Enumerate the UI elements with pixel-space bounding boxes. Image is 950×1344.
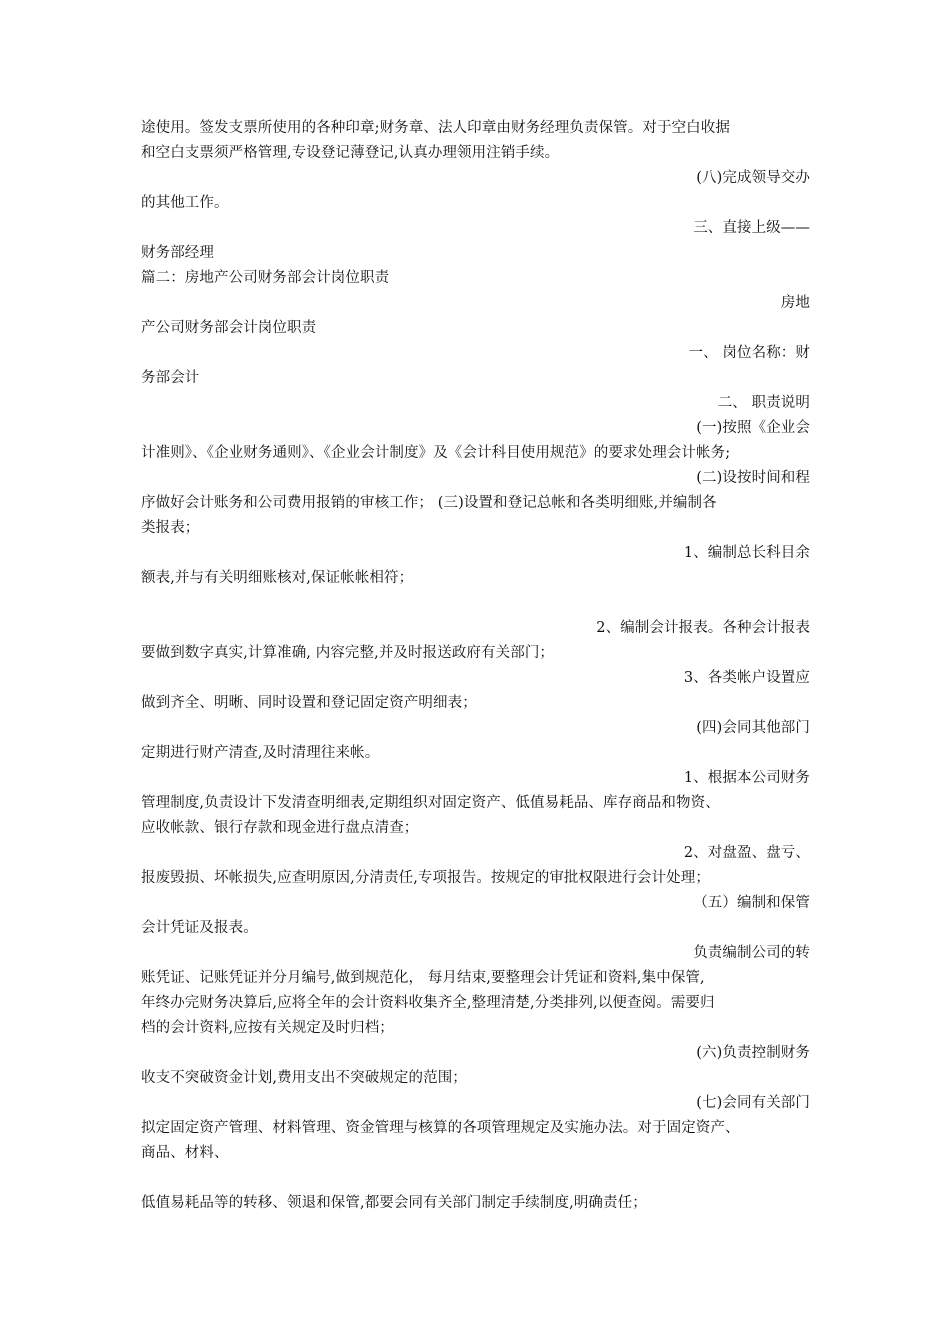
section-heading: (四)会同其他部门	[696, 720, 810, 736]
list-item: 3、各类帐户设置应	[683, 670, 810, 686]
body-text-line: 账凭证、记账凭证并分月编号,做到规范化， 每月结束,要整理会计凭证和资料,集中保管,	[141, 970, 705, 986]
section-heading: 一、 岗位名称：财	[688, 345, 810, 361]
section-heading: (六)负责控制财务	[696, 1045, 810, 1061]
section-heading: (八)完成领导交办	[696, 170, 810, 186]
body-text-line: 会计凭证及报表。	[141, 920, 258, 936]
body-text-line: 应收帐款、银行存款和现金进行盘点清查；	[141, 820, 419, 836]
section-heading: (七)会同有关部门	[696, 1095, 810, 1111]
body-text-line: 途使用。签发支票所使用的各种印章;财务章、法人印章由财务经理负责保管。对于空白收据	[141, 120, 730, 136]
body-text-line: 负责编制公司的转	[693, 945, 810, 961]
body-text-line: 拟定固定资产管理、材料管理、资金管理与核算的各项管理规定及实施办法。对于固定资产、	[141, 1120, 740, 1136]
body-text-line: 务部会计	[141, 370, 200, 386]
section-heading: 二、 职责说明	[717, 395, 810, 411]
body-text-line: 商品、材料、	[141, 1145, 229, 1161]
body-text-line: 额表,并与有关明细账核对,保证帐帐相符；	[141, 570, 414, 586]
body-text-line: 要做到数字真实,计算准确, 内容完整,并及时报送政府有关部门；	[141, 645, 555, 661]
body-text-line: 计准则》、《企业财务通则》、《企业会计制度》及《会计科目使用规范》的要求处理会计帐务;	[141, 445, 731, 461]
body-text-line: 和空白支票须严格管理,专设登记薄登记,认真办理领用注销手续。	[141, 145, 560, 161]
section-heading: 三、直接上级——	[693, 220, 810, 236]
body-text-line: 报废毁损、坏帐损失,应查明原因,分清责任,专项报告。按规定的审批权限进行会计处理；	[141, 870, 710, 886]
list-item: 1、根据本公司财务	[683, 770, 810, 786]
body-text-line: 年终办完财务决算后,应将全年的会计资料收集齐全,整理清楚,分类排列,以便查阅。需要归	[141, 995, 715, 1011]
body-text-line: 管理制度,负责设计下发清查明细表,定期组织对固定资产、低值易耗品、库存商品和物资、	[141, 795, 720, 811]
list-item: 2、编制会计报表。各种会计报表	[596, 620, 810, 636]
section-heading: (二)设按时间和程	[696, 470, 810, 486]
list-item: 2、对盘盈、盘亏、	[683, 845, 810, 861]
body-text-line: 财务部经理	[141, 245, 214, 261]
body-text-line: 档的会计资料,应按有关规定及时归档；	[141, 1020, 394, 1036]
body-text-line: 类报表；	[141, 520, 200, 536]
section-heading: （五）编制和保管	[693, 895, 810, 911]
section-heading: (一)按照《企业会	[696, 420, 810, 436]
body-text-line: 收支不突破资金计划,费用支出不突破规定的范围；	[141, 1070, 467, 1086]
title-line: 产公司财务部会计岗位职责	[141, 320, 317, 336]
body-text-line: 的其他工作。	[141, 195, 229, 211]
body-text-line: 序做好会计账务和公司费用报销的审核工作； (三)设置和登记总帐和各类明细账,并编制各	[141, 495, 717, 511]
body-text-line: 低值易耗品等的转移、领退和保管,都要会同有关部门制定手续制度,明确责任；	[141, 1195, 647, 1211]
list-item: 1、编制总长科目余	[683, 545, 810, 561]
title-line: 房地	[780, 295, 810, 311]
part-title: 篇二：房地产公司财务部会计岗位职责	[141, 270, 390, 286]
body-text-line: 定期进行财产清查,及时清理往来帐。	[141, 745, 380, 761]
body-text-line: 做到齐全、明晰、同时设置和登记固定资产明细表；	[141, 695, 477, 711]
